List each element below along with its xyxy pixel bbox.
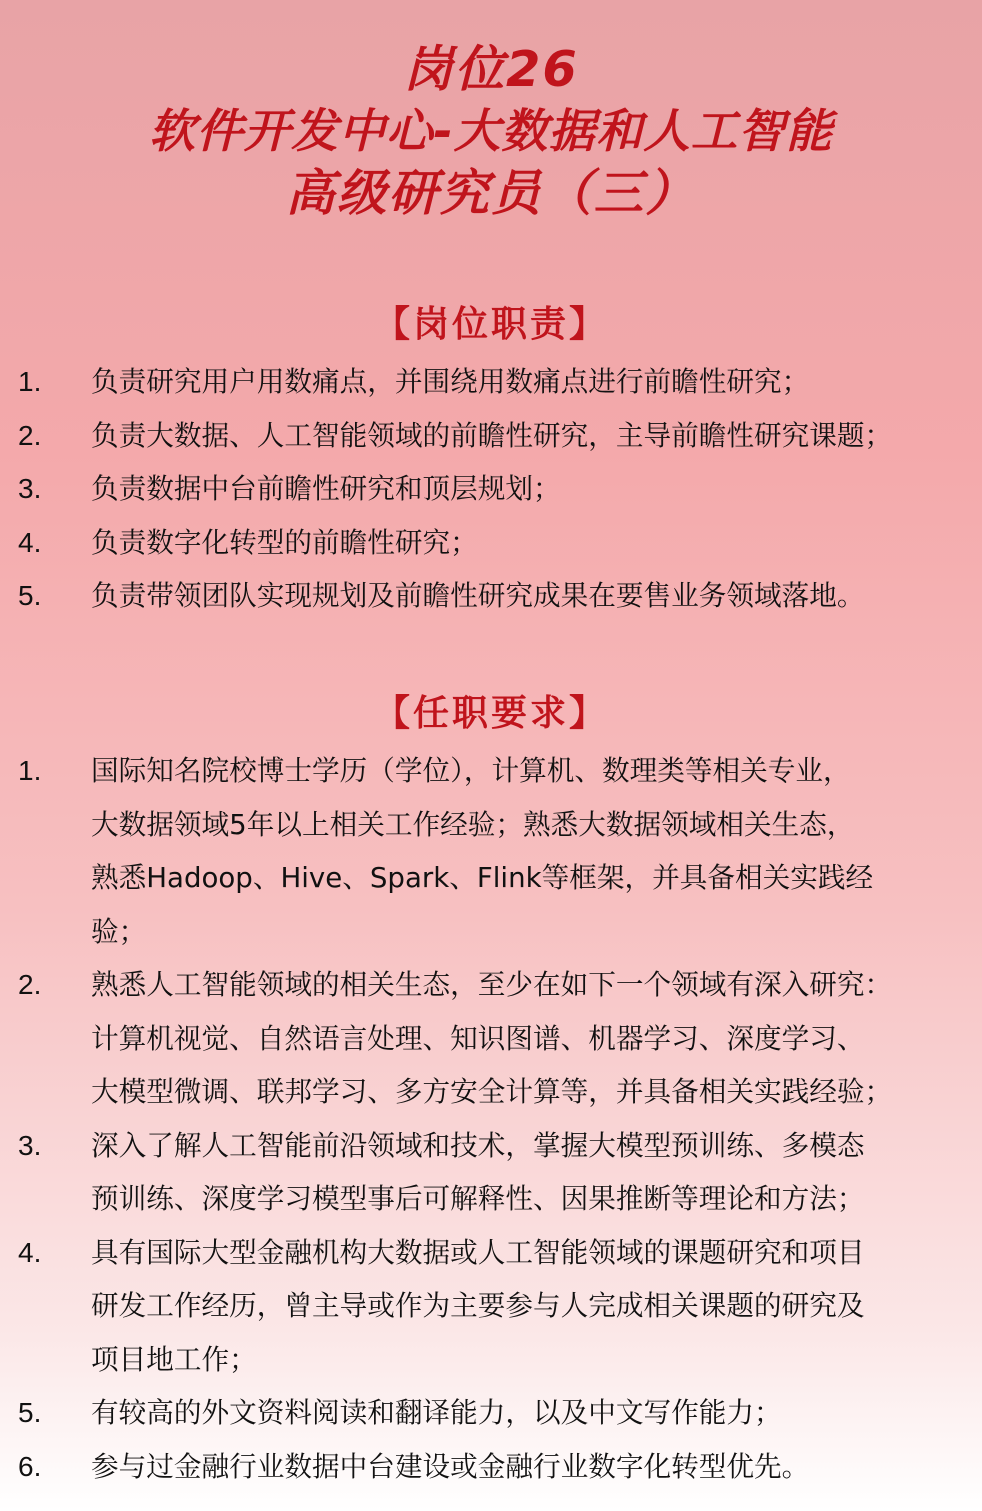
title-department: 软件开发中心-大数据和人工智能: [148, 104, 834, 158]
list-item-text-line: 负责带领团队实现规划及前瞻性研究成果在要售业务领域落地。: [91, 579, 865, 612]
list-item-number: 1.: [18, 366, 42, 397]
requirement-item: [0, 958, 982, 1119]
list-item-text-line: 国际知名院校博士学历（学位），计算机、数理类等相关专业，: [91, 754, 851, 787]
requirement-item: [0, 744, 982, 958]
list-item-text-line: 大模型微调、联邦学习、多方安全计算等，并具备相关实践经验；: [91, 1075, 893, 1108]
list-item-number: 5.: [18, 1397, 42, 1428]
requirements-list: [0, 744, 982, 1493]
list-item-text-line: 项目地工作；: [91, 1342, 257, 1376]
duty-item: [0, 516, 982, 570]
list-item-text-line: 研发工作经历，曾主导或作为主要参与人完成相关课题的研究及: [91, 1289, 865, 1322]
title-role: 高级研究员（三）: [285, 164, 697, 222]
list-item-number: 3.: [18, 1129, 42, 1161]
list-item-text-line: 具有国际大型金融机构大数据或人工智能领域的课题研究和项目: [91, 1235, 865, 1269]
requirement-item: [0, 1386, 982, 1440]
duty-item: [0, 409, 982, 463]
list-item-text-line: 预训练、深度学习模型事后可解释性、因果推断等理论和方法；: [91, 1182, 865, 1215]
list-item-number: 1.: [18, 755, 42, 786]
list-item-number: 5.: [18, 580, 42, 611]
list-item-text-line: 负责数据中台前瞻性研究和顶层规划；: [91, 472, 561, 505]
list-item-number: 6.: [18, 1450, 42, 1482]
duties-list: [0, 355, 982, 623]
requirement-item: [0, 1440, 982, 1494]
list-item-text-line: 大数据领域5年以上相关工作经验；熟悉大数据领域相关生态，: [91, 807, 855, 841]
list-item-text-line: 熟悉Hadoop、Hive、Spark、Flink等框架，并具备相关实践经: [91, 861, 874, 894]
list-item-text-line: 有较高的外文资料阅读和翻译能力，以及中文写作能力；: [91, 1396, 782, 1429]
list-item-text-line: 负责数字化转型的前瞻性研究；: [91, 525, 478, 559]
duty-item: [0, 462, 982, 516]
list-item-text-line: 参与过金融行业数据中台建设或金融行业数字化转型优先。: [91, 1449, 810, 1483]
requirements-heading: 【任职要求】: [373, 693, 608, 734]
list-item-number: 2.: [18, 969, 42, 1000]
list-item-number: 4.: [18, 1236, 42, 1268]
list-item-number: 4.: [18, 526, 42, 558]
list-item-text-line: 负责研究用户用数痛点，并围绕用数痛点进行前瞻性研究；: [91, 365, 810, 398]
list-item-number: 3.: [18, 473, 42, 504]
list-item-text-line: 计算机视觉、自然语言处理、知识图谱、机器学习、深度学习、: [91, 1021, 865, 1055]
duty-item: [0, 569, 982, 623]
duty-item: [0, 355, 982, 409]
list-item-text-line: 负责大数据、人工智能领域的前瞻性研究，主导前瞻性研究课题；: [91, 418, 893, 452]
duties-heading: 【岗位职责】: [373, 304, 608, 345]
list-item-text-line: 验；: [91, 914, 147, 948]
requirement-item: [0, 1119, 982, 1226]
list-item-number: 2.: [18, 419, 42, 451]
list-item-text-line: 熟悉人工智能领域的相关生态，至少在如下一个领域有深入研究：: [91, 968, 893, 1001]
list-item-text-line: 深入了解人工智能前沿领域和技术，掌握大模型预训练、多模态: [91, 1128, 865, 1162]
requirement-item: [0, 1226, 982, 1387]
title-position-number: 岗位26: [403, 40, 579, 98]
page-title: [0, 38, 982, 224]
